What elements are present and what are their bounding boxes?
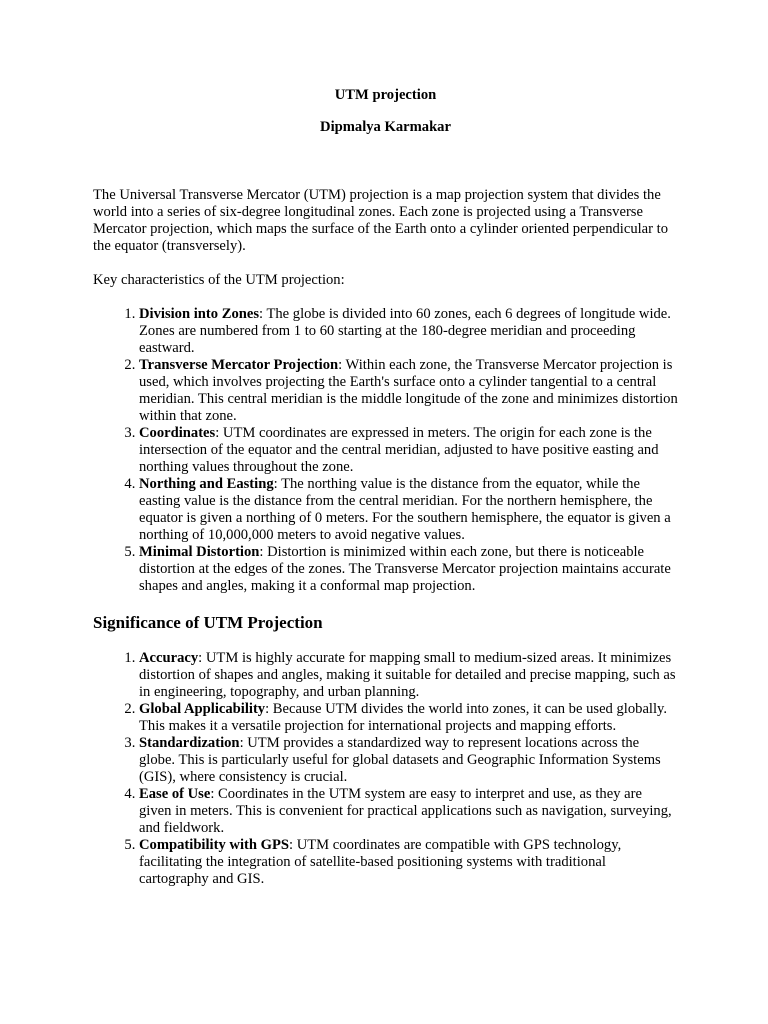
characteristics-list (93, 306, 678, 595)
list-item (139, 735, 678, 786)
section-heading: Significance of UTM Projection (93, 613, 323, 632)
list-item-term: Division into Zones (139, 306, 260, 322)
document-title: UTM projection (334, 87, 437, 103)
list-item (139, 544, 678, 595)
list-item-text: : Because UTM divides the world into zones, it can be used globally. This makes it a versatile projection for international projects and mapping efforts. (139, 701, 668, 734)
list-item-text: : Within each zone, the Transverse Mercator projection is used, which involves projecting the Earth's surface onto a cylinder tangential to a central meridian. This central meridian is the middle longitude of the zone and minimizes distortion within that zone. (139, 357, 678, 424)
list-item-text: : UTM is highly accurate for mapping small to medium-sized areas. It minimizes distortion of shapes and angles, making it suitable for detailed and precise mapping, such as in engineering, topography, and urban planning. (139, 650, 676, 700)
list-item-text: : The northing value is the distance from the equator, while the easting value is the distance from the central meridian. For the northern hemisphere, the equator is given a northing of 0 meters. For the southern hemisphere, the equator is given a northing of 10,000,000 meters to avoid negative values. (139, 476, 671, 543)
list-item-text: : UTM coordinates are expressed in meters. The origin for each zone is the intersection of the equator and the central meridian, adjusted to have positive easting and northing values throughout the zone. (139, 425, 659, 475)
list-item-text: : UTM provides a standardized way to represent locations across the globe. This is particularly useful for global datasets and Geographic Information Systems (GIS), where consistency is crucial. (139, 735, 661, 785)
list-item-text: : The globe is divided into 60 zones, each 6 degrees of longitude wide. Zones are numbered from 1 to 60 starting at the 180-degree meridian and proceeding eastward. (139, 306, 671, 356)
list-item-term: Standardization (139, 735, 240, 751)
list-item (139, 837, 678, 888)
intro-paragraph: The Universal Transverse Mercator (UTM) projection is a map projection system that divides the world into a series of six-degree longitudinal zones. Each zone is projected using a Transverse Mercator projection, which maps the surface of the Earth onto a cylinder oriented perpendicular to the equator (transversely). (93, 187, 669, 254)
list-item-term: Global Applicability (139, 701, 266, 717)
list-item-term: Coordinates (139, 425, 216, 441)
list-item-text: : Distortion is minimized within each zone, but there is noticeable distortion at the edges of the zones. The Transverse Mercator projection maintains accurate shapes and angles, making it a conformal map projection. (139, 544, 671, 594)
list-item (139, 425, 678, 476)
document-page (93, 87, 678, 888)
document-author: Dipmalya Karmakar (320, 119, 451, 135)
key-characteristics-lead: Key characteristics of the UTM projection: (93, 272, 345, 288)
list-item-term: Northing and Easting (139, 476, 274, 492)
list-item-text: : Coordinates in the UTM system are easy to interpret and use, as they are given in meters. This is convenient for practical applications such as navigation, surveying, and fieldwork. (139, 786, 672, 836)
list-item (139, 306, 678, 357)
significance-list (93, 650, 678, 888)
list-item-term: Minimal Distortion (139, 544, 260, 560)
list-item-term: Accuracy (139, 650, 199, 666)
list-item-term: Transverse Mercator Projection (139, 357, 339, 373)
list-item-term: Ease of Use (139, 786, 211, 802)
list-item (139, 476, 678, 544)
list-item-text: : UTM coordinates are compatible with GPS technology, facilitating the integration of satellite-based positioning systems with traditional cartography and GIS. (139, 837, 622, 887)
list-item (139, 701, 678, 735)
list-item (139, 650, 678, 701)
list-item-term: Compatibility with GPS (139, 837, 290, 853)
list-item (139, 786, 678, 837)
list-item (139, 357, 678, 425)
